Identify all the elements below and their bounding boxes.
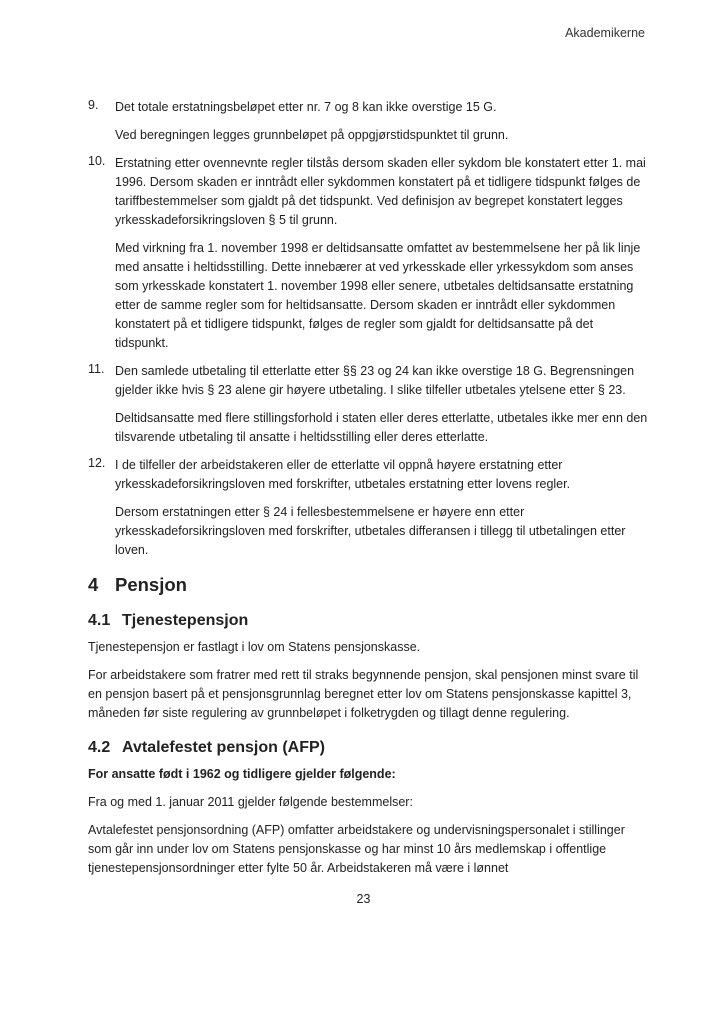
item-paragraph: Den samlede utbetaling til etterlatte etter §§ 23 og 24 kan ikke overstige 18 G. Begrensningen gjelder ikke hvis § 23 alene gir høyere utbetaling. I slike tilfeller utbetales ytelsene etter § 23. bbox=[115, 364, 635, 397]
item-number: 10. bbox=[88, 154, 106, 168]
header-organization: Akademikerne bbox=[565, 26, 645, 40]
item-number: 12. bbox=[88, 456, 106, 470]
paragraph: Fra og med 1. januar 2011 gjelder følgende bestemmelser: bbox=[88, 795, 413, 809]
paragraph: Avtalefestet pensjonsordning (AFP) omfatter arbeidstakere og undervisningspersonalet i stillinger som går inn under lov om Statens pensjonskasse og har minst 10 års medlemskap i offentlige tjenestepensjonsordninger etter fylte 50 år. Arbeidstakeren må være i lønnet bbox=[88, 823, 625, 875]
subsection-heading-tjenestepensjon bbox=[88, 612, 648, 630]
bold-intro-line: For ansatte født i 1962 og tidligere gjelder følgende: bbox=[88, 767, 396, 781]
page-body bbox=[88, 98, 648, 887]
list-item-12 bbox=[88, 456, 648, 560]
page-number: 23 bbox=[356, 892, 371, 906]
paragraph: Tjenestepensjon er fastlagt i lov om Statens pensjonskasse. bbox=[88, 640, 421, 654]
section-heading-pensjon bbox=[88, 574, 648, 596]
item-paragraph: Dersom erstatningen etter § 24 i fellesbestemmelsene er høyere enn etter yrkesskadeforsikringsloven med forskrifter, utbetales differansen i tillegg til utbetalingen etter loven. bbox=[115, 505, 626, 557]
item-paragraph: Det totale erstatningsbeløpet etter nr. 7 og 8 kan ikke overstige 15 G. bbox=[115, 100, 497, 114]
subsection-title: Tjenestepensjon bbox=[122, 612, 249, 629]
item-number: 11. bbox=[88, 362, 105, 376]
list-item-9 bbox=[88, 98, 648, 145]
subsection-title: Avtalefestet pensjon (AFP) bbox=[122, 739, 325, 756]
subsection-number: 4.2 bbox=[88, 739, 111, 756]
item-paragraph: Erstatning etter ovennevnte regler tilstås dersom skaden eller sykdom ble konstatert etter 1. mai 1996. Dersom skaden er inntrådt eller sykdommen konstatert på et tidligere tidspunkt følges de tariffbestemmelser som gjaldt på det tidspunkt. Ved definisjon av begrepet konstatert legges yrkesskadeforsikringsloven § 5 til grunn. bbox=[115, 156, 646, 227]
subsection-heading-afp bbox=[88, 739, 648, 757]
section-number: 4 bbox=[88, 574, 99, 595]
item-paragraph: Med virkning fra 1. november 1998 er deltidsansatte omfattet av bestemmelsene her på lik linje med ansatte i heltidsstilling. Dette innebærer at ved yrkesskade eller yrkessykdom som anses som yrkesskade konstatert 1. november 1998 eller senere, utbetales deltidsansatte erstatning etter de samme regler som for heltidsansatte. Dersom skaden er inntrådt eller sykdommen konstatert på et tidligere tidspunkt, følges de regler som gjaldt for deltidsansatte på det tidspunkt. bbox=[115, 241, 641, 350]
paragraph: For arbeidstakere som fratrer med rett til straks begynnende pensjon, skal pensjonen minst svare til en pensjon basert på et pensjonsgrunnlag beregnet etter lov om Statens pensjonskasse kapittel 3, måneden før siste regulering av grunnbeløpet i folketrygden og tillagt denne regulering. bbox=[88, 668, 639, 720]
item-paragraph: I de tilfeller der arbeidstakeren eller de etterlatte vil oppnå høyere erstatning etter yrkesskadeforsikringsloven med forskrifter, utbetales erstatning etter lovens regler. bbox=[115, 458, 571, 491]
section-title: Pensjon bbox=[115, 574, 187, 595]
item-paragraph: Ved beregningen legges grunnbeløpet på oppgjørstidspunktet til grunn. bbox=[115, 128, 509, 142]
list-item-11 bbox=[88, 362, 648, 447]
item-paragraph: Deltidsansatte med flere stillingsforhold i staten eller deres etterlatte, utbetales ikke mer enn den tilsvarende utbetaling til ansatte i heltidsstilling eller deres etterlatte. bbox=[115, 411, 648, 444]
subsection-number: 4.1 bbox=[88, 612, 111, 629]
list-item-10 bbox=[88, 154, 648, 353]
item-number: 9. bbox=[88, 98, 99, 112]
